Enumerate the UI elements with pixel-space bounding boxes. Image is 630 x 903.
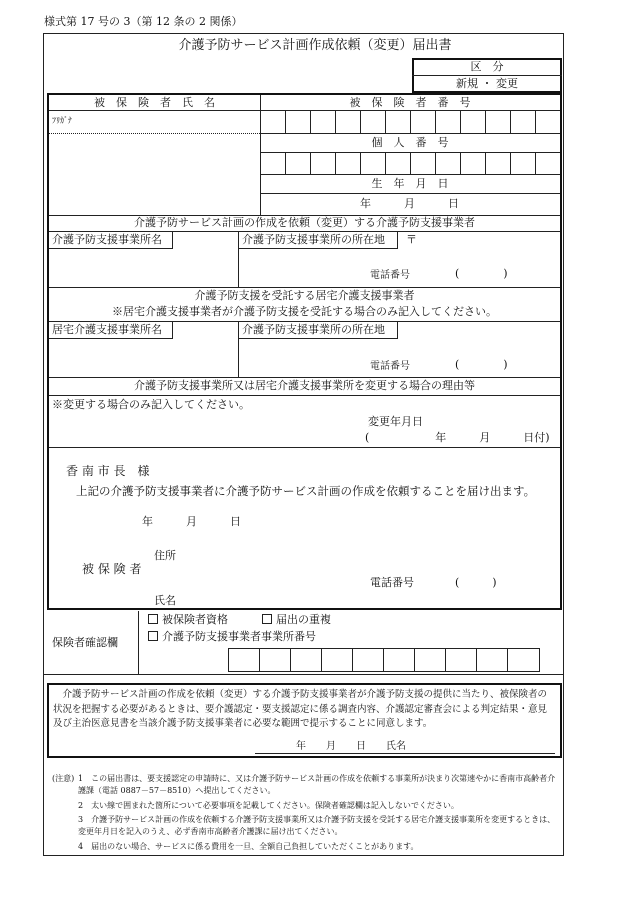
change-date-field[interactable]: ( 年 月 日付) xyxy=(365,431,550,444)
insured-label: 被 保 険 者 xyxy=(82,562,142,576)
section2-phone-label: 電話番号 xyxy=(370,361,410,372)
note-item: 2 太い線で囲まれた箇所について必要事項を記載してください。保険者確認欄は記入しないでください。 xyxy=(78,801,459,810)
insured-name-header: 被 保 険 者 氏 名 xyxy=(94,96,215,109)
birthdate-header: 生 年 月 日 xyxy=(371,177,449,190)
furigana-label: ﾌﾘｶﾞﾅ xyxy=(52,116,72,125)
section2-office-address-input[interactable] xyxy=(240,341,558,355)
section1-title: 介護予防サービス計画の作成を依頼（変更）する介護予防支援事業者 xyxy=(134,216,475,229)
section2-phone-field[interactable]: ( ) xyxy=(455,358,508,371)
insured-number-header: 被 保 険 者 番 号 xyxy=(349,96,471,109)
section1-phone-label: 電話番号 xyxy=(370,270,410,281)
section1-office-name-input[interactable] xyxy=(50,251,236,285)
insurer-check-label: 保険者確認欄 xyxy=(52,636,118,649)
section2-note: ※居宅介護支援事業者が介護予防支援を受託する場合のみ記入してください。 xyxy=(112,305,497,318)
insured-name-input[interactable] xyxy=(50,135,258,213)
kubun-label: 区 分 xyxy=(470,60,504,73)
section1-office-address-input[interactable] xyxy=(240,251,558,265)
change-date-label: 変更年月日 xyxy=(368,415,423,428)
checkbox[interactable] xyxy=(148,614,158,624)
personal-number-header: 個 人 番 号 xyxy=(371,136,449,149)
check-insured-status[interactable]: 被保険者資格 xyxy=(148,614,228,627)
change-reason-input[interactable] xyxy=(52,414,352,442)
furigana-input[interactable] xyxy=(68,112,258,132)
declaration-text: 上記の介護予防支援事業者に介護予防サービス計画の作成を依頼することを届け出ます。 xyxy=(76,484,536,498)
check-office-number[interactable]: 介護予防支援事業者事業所番号 xyxy=(148,631,316,644)
kubun-value[interactable]: 新規 ・ 変更 xyxy=(456,77,518,90)
section1-phone-field[interactable]: ( ) xyxy=(455,267,508,280)
checkbox[interactable] xyxy=(262,614,272,624)
section3-title: 介護予防支援事業所又は居宅介護支援事業所を変更する場合の理由等 xyxy=(134,379,475,392)
declaration-date-field[interactable]: 年 月 日 xyxy=(142,515,241,528)
section1-office-address-label: 介護予防支援事業所の所在地 xyxy=(242,233,385,246)
declaration-phone-label: 電話番号 xyxy=(370,576,414,589)
birthdate-field[interactable]: 年 月 日 xyxy=(360,197,459,210)
section2-title: 介護予防支援を受託する居宅介護支援事業者 xyxy=(194,289,415,302)
note-item: 4 届出のない場合、サービスに係る費用を一旦、全額自己負担していただくことがあります。 xyxy=(78,842,419,851)
declaration-phone-field[interactable]: ( ) xyxy=(455,576,497,589)
name-label: 氏名 xyxy=(154,594,176,607)
note-item: 1 この届出書は、要支援認定の申請時に、又は介護予防サービス計画の作成を依頼する事業所が決まり次第速やかに香南市高齢者介護課（電話 0887－57－8510）へ提出してください。 xyxy=(78,774,556,796)
insured-address-input[interactable] xyxy=(180,546,480,562)
section2-office-address-label: 介護予防支援事業所の所在地 xyxy=(242,323,385,336)
address-label: 住所 xyxy=(154,549,176,562)
form-number: 様式第 17 号の 3（第 12 条の 2 関係） xyxy=(44,15,243,28)
section2-office-name-label: 居宅介護支援事業所名 xyxy=(52,323,162,336)
section1-office-name-label: 介護予防支援事業所名 xyxy=(52,233,162,246)
insured-signature-input[interactable] xyxy=(180,591,350,607)
note-item: 3 介護予防サービス計画の作成を依頼する介護予防支援事業所又は介護予防支援を受託する居宅介護支援事業所を変更するときは、変更年月日を記入のうえ、必ず香南市高齢者介護課に届け出てください。 xyxy=(78,815,556,837)
notes-prefix: (注意) xyxy=(52,774,75,783)
page-title: 介護予防サービス計画作成依頼（変更）届出書 xyxy=(178,38,452,53)
section1-postal-mark: 〒 xyxy=(406,233,417,246)
section3-note: ※変更する場合のみ記入してください。 xyxy=(52,398,250,411)
check-duplicate-filing[interactable]: 届出の重複 xyxy=(262,614,331,627)
office-number-cells[interactable] xyxy=(228,648,540,672)
checkbox[interactable] xyxy=(148,631,158,641)
addressee: 香 南 市 長 様 xyxy=(66,464,150,478)
consent-text: 介護予防サービス計画の作成を依頼（変更）する介護予防支援事業者が介護予防支援の提供に当たり、被保険者の状況を把握する必要があるときは、要介護認定・要支援認定に係る調査内容、介護認定審査会による判定結果・意見及び主治医意見書を当該介護予防支援事業者に必要な範囲で提示することに同意します。 xyxy=(53,689,548,730)
consent-sign-field[interactable]: 年 月 日 氏名 xyxy=(296,741,406,752)
section2-office-name-input[interactable] xyxy=(50,341,236,375)
